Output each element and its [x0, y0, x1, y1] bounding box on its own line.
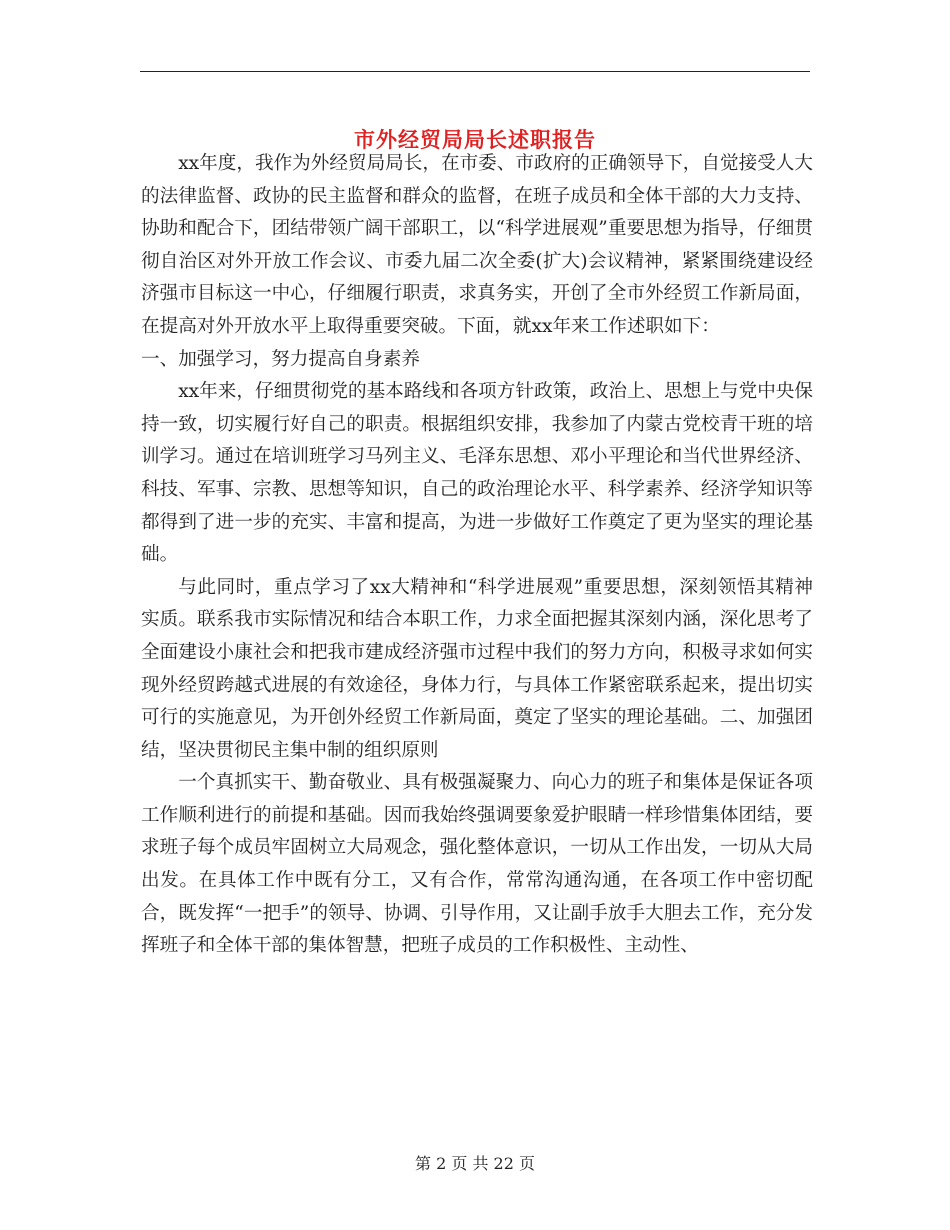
paragraph-study: xx年来，仔细贯彻党的基本路线和各项方针政策，政治上、思想上与党中央保持一致，切实履行好自己的职责。根据组织安排，我参加了内蒙古党校青干班的培训学习。通过在培训班学习马列主义、毛泽东思想、邓小平理论和当代世界经济、科技、军事、宗教、思想等知识，自己的政治理论水平、科学素养、经济学知识等都得到了进一步的充实、丰富和提高，为进一步做好工作奠定了更为坚实的理论基础。 [141, 381, 813, 566]
page-footer [0, 1152, 950, 1176]
document-title: 市外经贸局局长述职报告 [354, 127, 596, 153]
paragraph-unity: 一个真抓实干、勤奋敬业、具有极强凝聚力、向心力的班子和集体是保证各项工作顺利进行的前提和基础。因而我始终强调要象爱护眼睛一样珍惜集体团结，要求班子每个成员牢固树立大局观念，强化整体意识，一切从工作出发，一切从大局出发。在具体工作中既有分工，又有合作，常常沟通沟通，在各项工作中密切配合，既发挥“一把手”的领导、协调、引导作用，又让副手放手大胆去工作，充分发挥班子和全体干部的集体智慧，把班子成员的工作积极性、主动性、 [141, 772, 813, 957]
section-heading-1: 一、加强学习，努力提高自身素养 [141, 348, 420, 370]
paragraph-spirit: 与此同时，重点学习了xx大精神和“科学进展观”重要思想，深刻领悟其精神实质。联系我市实际情况和结合本职工作，力求全面把握其深刻内涵，深化思考了全面建设小康社会和把我市建成经济强市过程中我们的努力方向，积极寻求如何实现外经贸跨越式进展的有效途径，身体力行，与具体工作紧密联系起来，提出切实可行的实施意见，为开创外经贸工作新局面，奠定了坚实的理论基础。二、加强团结，坚决贯彻民主集中制的组织原则 [141, 576, 813, 761]
header-rule [140, 71, 810, 72]
page-number-label: 第 2 页 共 22 页 [415, 1154, 535, 1173]
document-body [141, 148, 813, 963]
paragraph-intro: xx年度，我作为外经贸局局长，在市委、市政府的正确领导下，自觉接受人大的法律监督、政协的民主监督和群众的监督，在班子成员和全体干部的大力支持、协助和配合下，团结带领广阔干部职工，以“科学进展观”重要思想为指导，仔细贯彻自治区对外开放工作会议、市委九届二次全委(扩大)会议精神，紧紧围绕建设经济强市目标这一中心，仔细履行职责，求真务实，开创了全市外经贸工作新局面，在提高对外开放水平上取得重要突破。下面，就xx年来工作述职如下： [141, 153, 813, 337]
